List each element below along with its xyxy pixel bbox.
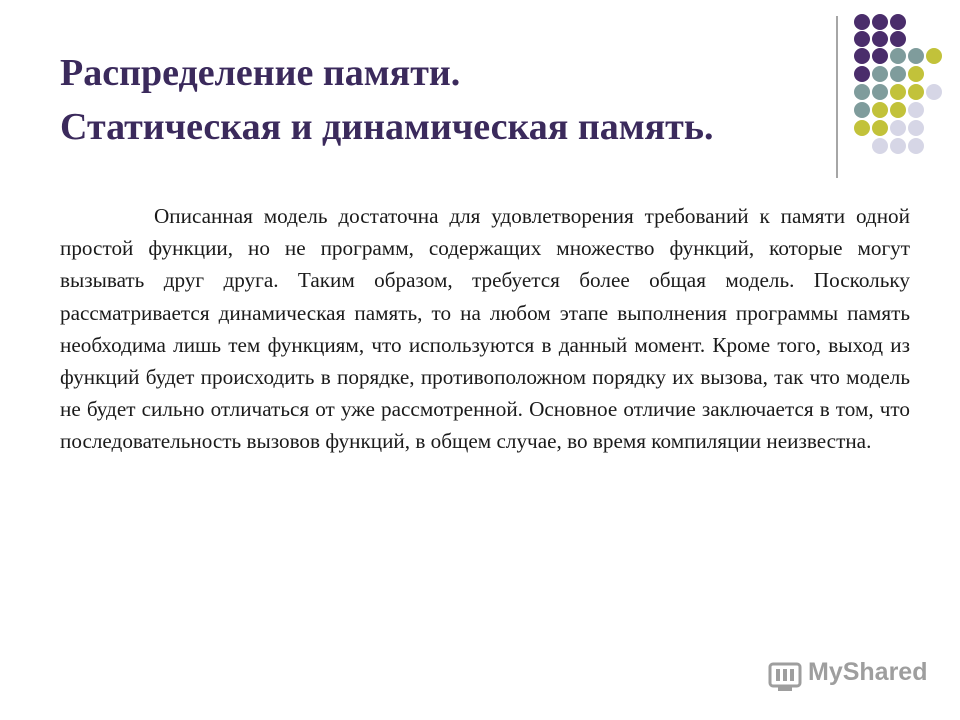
dot xyxy=(908,120,924,136)
dot xyxy=(872,14,888,30)
dot xyxy=(890,138,906,154)
dot xyxy=(872,138,888,154)
dot xyxy=(854,31,870,47)
dot xyxy=(854,120,870,136)
dot xyxy=(854,14,870,30)
slide-title-line-2: Статическая и динамическая память. xyxy=(60,106,714,148)
dot xyxy=(890,84,906,100)
dot xyxy=(854,84,870,100)
dot xyxy=(890,120,906,136)
dot xyxy=(854,66,870,82)
dot xyxy=(872,66,888,82)
dot xyxy=(872,31,888,47)
dot xyxy=(872,48,888,64)
dot xyxy=(872,84,888,100)
dot xyxy=(890,31,906,47)
dot xyxy=(872,102,888,118)
dot xyxy=(908,66,924,82)
watermark-text: MyShared xyxy=(808,658,928,686)
decorative-dot-grid xyxy=(0,0,960,200)
dot xyxy=(908,102,924,118)
dot xyxy=(890,66,906,82)
dot xyxy=(908,84,924,100)
dot xyxy=(854,48,870,64)
dot xyxy=(890,14,906,30)
dot xyxy=(908,138,924,154)
slide-body-text: Описанная модель достаточна для удовлетворения требований к памяти одной простой функции, но не программ, содержащих множество функций, которые могут вызывать друг друга. Таким образом, требуется более общая модель. Поскольку рассматривается динамическая память, то на любом этапе выполнения программы память необходима лишь тем функциям, что используются в данный момент. Кроме того, выход из функций будет происходить в порядке, противоположном порядку их вызова, так что модель не будет сильно отличаться от уже рассмотренной. Основное отличие заключается в том, что последовательность вызовов функций, в общем случае, во время компиляции неизвестна. xyxy=(60,204,910,454)
dot xyxy=(908,48,924,64)
dot xyxy=(926,84,942,100)
dot xyxy=(854,102,870,118)
dot xyxy=(926,48,942,64)
slide-title-line-1: Распределение памяти. xyxy=(60,52,461,94)
dot xyxy=(890,48,906,64)
dot xyxy=(872,120,888,136)
dot xyxy=(890,102,906,118)
